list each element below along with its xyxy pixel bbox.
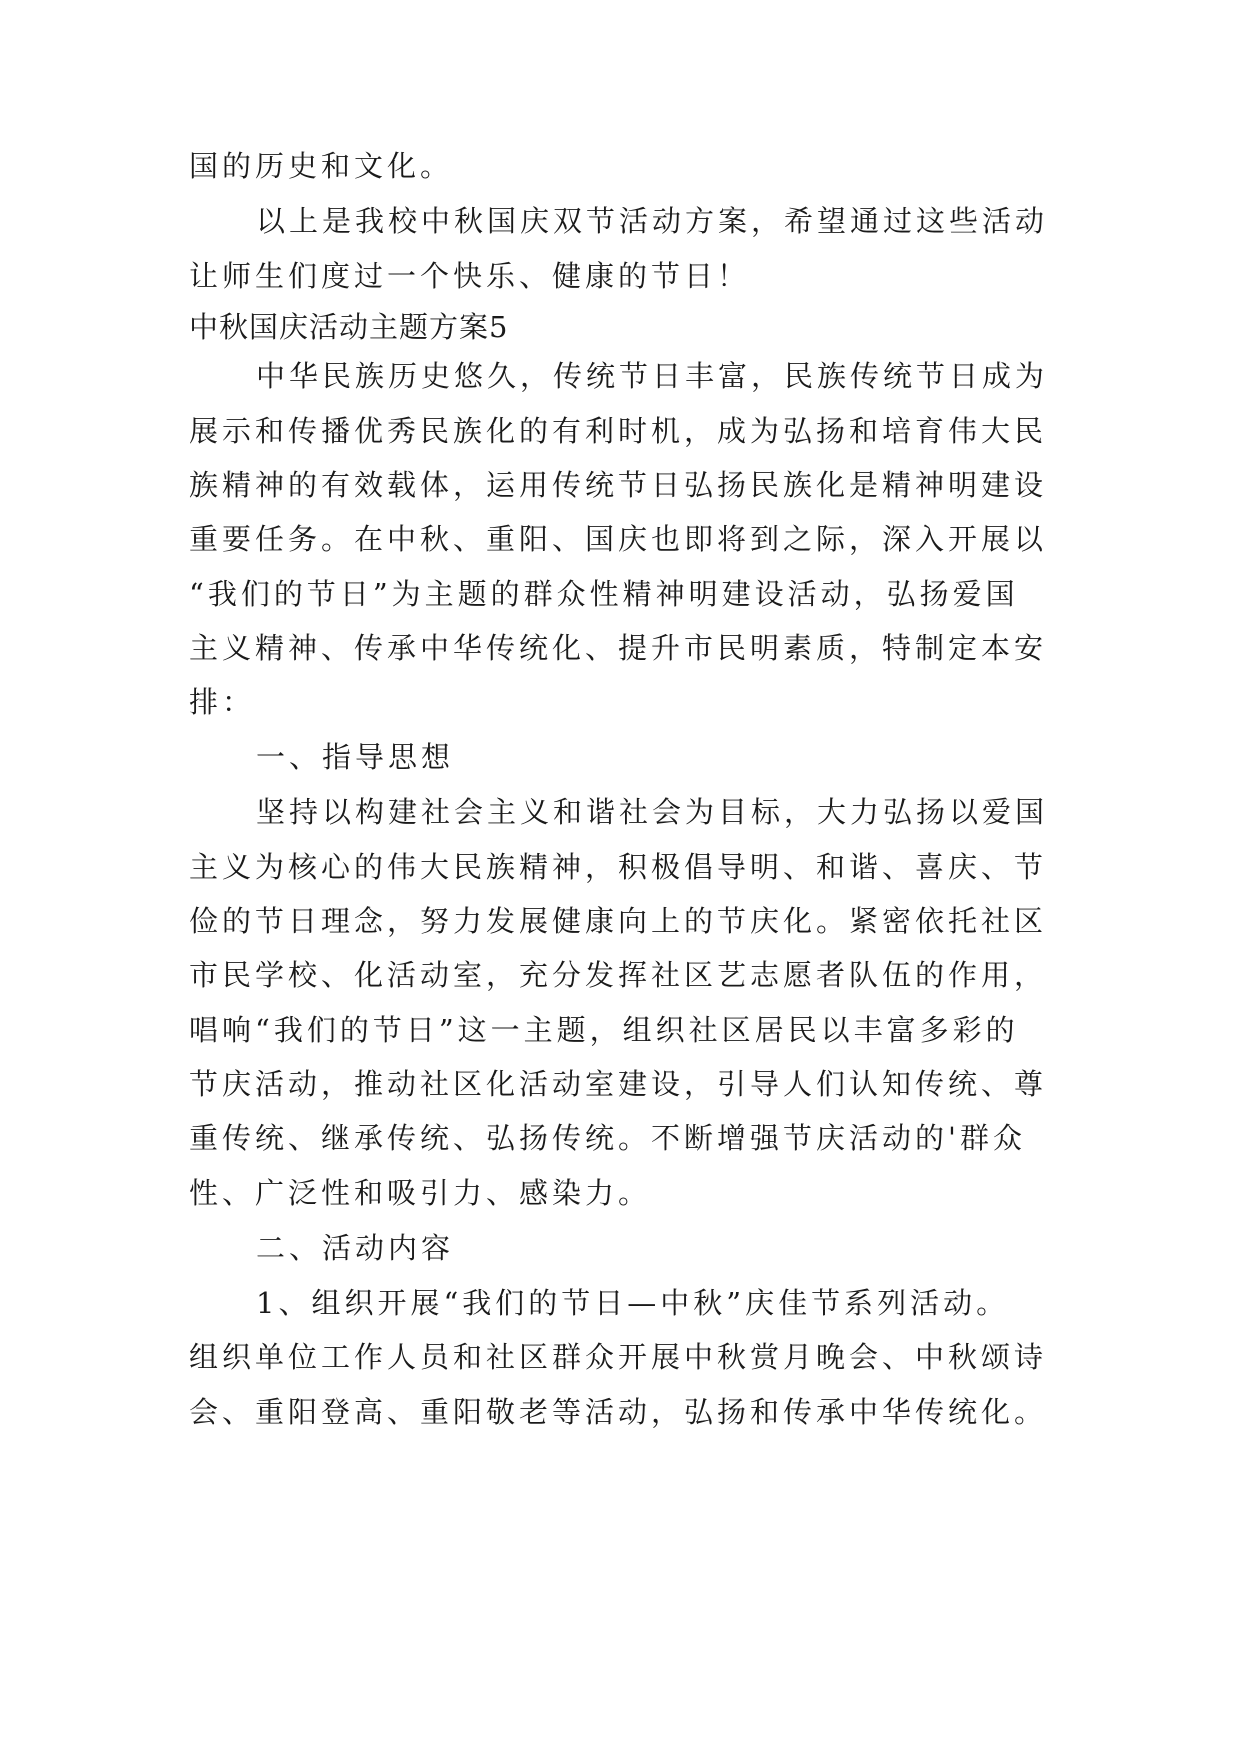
body-text-line: 重要任务。在中秋、重阳、国庆也即将到之际，深入开展以 xyxy=(189,522,1048,556)
body-text-line: 节庆活动，推动社区化活动室建设，引导人们认知传统、尊 xyxy=(189,1067,1048,1101)
body-text-line: 重传统、继承传统、弘扬传统。不断增强节庆活动的'群众 xyxy=(189,1121,1026,1155)
body-text-line: 唱响“我们的节日”这一主题，组织社区居民以丰富多彩的 xyxy=(189,1013,1019,1047)
body-text-line: 让师生们度过一个快乐、健康的节日！ xyxy=(189,259,751,293)
body-text-line: 国的历史和文化。 xyxy=(189,149,454,183)
body-text-line: 中华民族历史悠久，传统节日丰富，民族传统节日成为 xyxy=(256,359,1049,393)
body-text-line: “我们的节日”为主题的群众性精神明建设活动，弘扬爱国 xyxy=(189,577,1019,611)
body-text-line: 主义为核心的伟大民族精神，积极倡导明、和谐、喜庆、节 xyxy=(189,850,1048,884)
body-text-line: 主义精神、传承中华传统化、提升市民明素质，特制定本安 xyxy=(189,631,1048,665)
subsection-heading: 一、指导思想 xyxy=(256,740,455,774)
body-text-line: 性、广泛性和吸引力、感染力。 xyxy=(189,1176,652,1210)
body-text-line: 展示和传播优秀民族化的有利时机，成为弘扬和培育伟大民 xyxy=(189,414,1048,448)
body-text-line: 俭的节日理念，努力发展健康向上的节庆化。紧密依托社区 xyxy=(189,904,1048,938)
body-text-line: 坚持以构建社会主义和谐社会为目标，大力弘扬以爱国 xyxy=(256,795,1049,829)
body-text-line: 排： xyxy=(189,685,256,719)
body-text-line: 以上是我校中秋国庆双节活动方案，希望通过这些活动 xyxy=(256,204,1049,238)
body-text-line: 市民学校、化活动室，充分发挥社区艺志愿者队伍的作用， xyxy=(189,958,1048,992)
subsection-heading: 二、活动内容 xyxy=(256,1231,455,1265)
body-text-line: 组织单位工作人员和社区群众开展中秋赏月晚会、中秋颂诗 xyxy=(189,1340,1048,1374)
body-text-line: 会、重阳登高、重阳敬老等活动，弘扬和传承中华传统化。 xyxy=(189,1395,1048,1429)
section-heading: 中秋国庆活动主题方案5 xyxy=(189,310,509,344)
body-text-line: 族精神的有效载体，运用传统节日弘扬民族化是精神明建设 xyxy=(189,468,1048,502)
body-text-line: 1、组织开展“我们的节日—中秋”庆佳节系列活动。 xyxy=(256,1286,1010,1320)
